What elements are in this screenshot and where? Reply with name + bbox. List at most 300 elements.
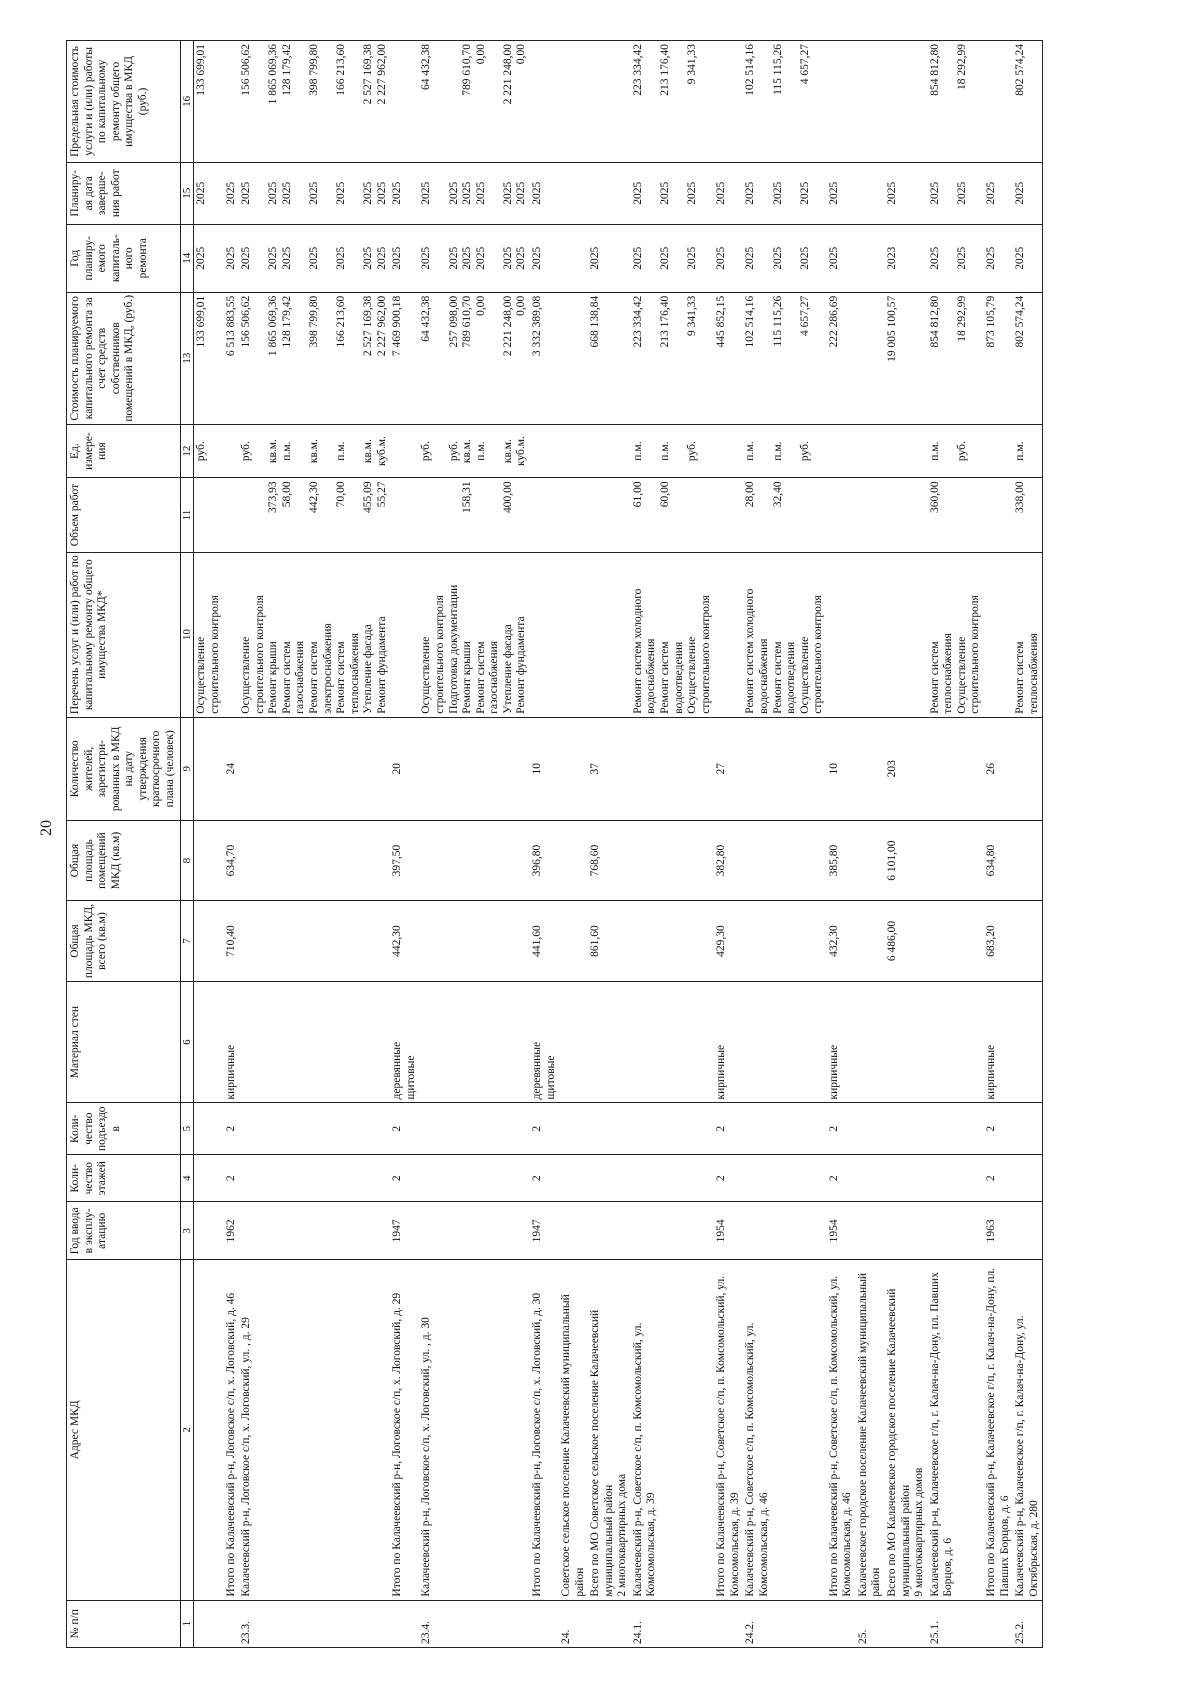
cell-works: [984, 552, 1013, 717]
cell-limit-line: [785, 44, 799, 159]
cell-residents: [559, 717, 588, 820]
cell-cost: [743, 292, 826, 424]
cell-works: [714, 552, 743, 717]
cell-works-line: Ремонт систем холодного: [744, 588, 757, 714]
cell-unit: [419, 424, 530, 478]
cell-volume-line: [225, 481, 239, 548]
cell-cost: [588, 292, 631, 424]
cell-unit-line: [434, 428, 448, 475]
cell-plan-year-line: 2025: [827, 246, 840, 270]
cell-volume-line: [475, 481, 489, 548]
cell-volume-line: [799, 481, 813, 548]
cell-volume-line: [857, 481, 871, 548]
cell-end-date: [856, 162, 885, 224]
cell-address: [631, 1260, 714, 1600]
cell-end-date: [984, 162, 1013, 224]
cell-volume: [743, 478, 826, 552]
cell-works: [194, 552, 224, 717]
cell-works-line: строительного контроля: [812, 595, 825, 714]
table-row: [984, 41, 1013, 1648]
cell-entrances: [194, 1103, 224, 1155]
cell-entrances: 2: [390, 1103, 419, 1155]
cell-limit: [631, 41, 714, 163]
cell-cost-line: 668 138,84: [589, 295, 602, 348]
cell-area-premises: 382,80: [714, 820, 743, 900]
cell-address-line: Итого по Калачеевский р-н, Советское с/п, п. Комсомольский, ул.: [715, 1275, 728, 1597]
cell-unit-line: [225, 428, 239, 475]
header-row: [67, 41, 181, 1648]
table-row: [743, 41, 826, 1648]
table-row: [419, 41, 530, 1648]
cell-end-date-line: [560, 166, 574, 221]
cell-volume-line: [828, 481, 842, 548]
cell-material: [856, 981, 885, 1103]
cell-unit: [390, 424, 419, 478]
table-row: [885, 41, 928, 1648]
cell-volume-line: [420, 481, 434, 548]
cell-works-line: Ремонт крыши: [267, 641, 280, 714]
cell-limit-line: [254, 44, 268, 159]
cell-year: [194, 1202, 224, 1260]
cell-volume-line: [645, 481, 659, 548]
cell-end-date: [224, 162, 240, 224]
cell-end-date-line: 2025: [798, 181, 811, 205]
cell-volume: [714, 478, 743, 552]
cell-address-line: Калачеевский р-н, Калачеевское г/п, г. Калач-на-Дону, ул.: [1014, 1315, 1027, 1597]
table-row: [856, 41, 885, 1648]
cell-plan-year-line: [700, 228, 714, 289]
cell-material-line: [857, 985, 871, 1100]
cell-plan-year-line: 2025: [447, 246, 460, 270]
cell-cost-line: [209, 296, 223, 421]
cell-unit-line: п.м.: [335, 441, 348, 461]
cell-cost-line: [322, 296, 336, 421]
cell-unit: [743, 424, 826, 478]
column-number-row: [180, 41, 194, 1648]
cell-works-line: газоснабжения: [294, 640, 307, 714]
col-number: 11: [180, 478, 194, 552]
cell-works-line: Ремонт фундамента: [375, 616, 388, 714]
cell-end-date-line: [589, 166, 603, 221]
cell-residents: [856, 717, 885, 820]
cell-unit-line: п.м.: [744, 441, 757, 461]
cell-limit-line: [225, 44, 239, 159]
cell-unit-line: [560, 428, 574, 475]
cell-plan-year-line: 2025: [420, 246, 433, 270]
cell-unit-line: [942, 428, 956, 475]
cell-material-line: деревянные: [530, 1041, 543, 1100]
cell-cost-line: 257 098,00: [447, 295, 460, 348]
cell-end-date-line: [1028, 166, 1042, 221]
col-header-floors: Коли-чество этажей: [67, 1155, 181, 1202]
cell-floors: [1013, 1155, 1043, 1202]
cell-works-line: строительного контроля: [434, 595, 447, 714]
cell-material-line: деревянные: [391, 1041, 404, 1100]
cell-plan-year-line: 2025: [530, 246, 543, 270]
cell-no: 24.1.: [631, 1600, 714, 1647]
cell-area-total: [631, 901, 714, 981]
cell-floors: [239, 1155, 390, 1202]
cell-cost-line: 789 610,70: [461, 295, 474, 348]
cell-cost-line: [434, 296, 448, 421]
cell-limit-line: [391, 44, 405, 159]
cell-plan-year: [390, 224, 419, 292]
cell-volume-line: [956, 481, 970, 548]
col-header-address: Адрес МКД: [67, 1260, 181, 1600]
cell-end-date-line: [254, 166, 268, 221]
cell-material: [1013, 981, 1043, 1103]
cell-residents: [1013, 717, 1043, 820]
cell-end-date-line: 2025: [530, 181, 543, 205]
cell-volume-line: [448, 481, 462, 548]
table-row: [714, 41, 743, 1648]
cell-address-line: район: [573, 1567, 586, 1597]
col-header-volume: Объем работ: [67, 478, 181, 552]
cell-end-date-line: 2025: [501, 181, 514, 205]
cell-cost-line: 3 332 389,08: [530, 295, 543, 357]
cell-residents: [419, 717, 530, 820]
cell-end-date-line: 2025: [659, 181, 672, 205]
cell-cost-line: 133 699,01: [195, 295, 208, 348]
cell-end-date-line: [488, 166, 502, 221]
cell-plan-year-line: [434, 228, 448, 289]
cell-volume-line: [686, 481, 700, 548]
cell-unit-line: [391, 428, 405, 475]
cell-plan-year-line: 2025: [928, 246, 941, 270]
cell-limit-line: 789 610,70: [461, 44, 474, 96]
cell-cost-line: 223 334,42: [631, 295, 644, 348]
cell-volume-line: [969, 481, 983, 548]
cell-entrances: 2: [984, 1103, 1013, 1155]
cell-end-date-line: [700, 166, 714, 221]
cell-end-date-line: 2025: [744, 181, 757, 205]
cell-material: [588, 981, 631, 1103]
cell-cost-line: 0,00: [474, 295, 487, 316]
cell-unit-line: [812, 428, 826, 475]
cell-end-date: [530, 162, 559, 224]
cell-works: [928, 552, 984, 717]
cell-unit: [530, 424, 559, 478]
cell-plan-year-line: 2023: [886, 246, 899, 270]
cell-year: 1947: [530, 1202, 559, 1260]
cell-limit-line: [1028, 44, 1042, 159]
cell-unit-line: [1028, 428, 1042, 475]
cell-plan-year-line: 2025: [798, 246, 811, 270]
cell-cost: [390, 292, 419, 424]
cell-cost-line: 18 292,99: [955, 295, 968, 342]
cell-end-date-line: [673, 166, 687, 221]
cell-end-date: [631, 162, 714, 224]
cell-unit-line: п.м.: [928, 441, 941, 461]
cell-end-date-line: 2025: [771, 181, 784, 205]
cell-cost-line: [349, 296, 363, 421]
cell-unit-line: п.м.: [771, 441, 784, 461]
cell-address-line: Комсомольская, д. 46: [841, 1492, 854, 1597]
cell-limit: [390, 41, 419, 163]
cell-works: [559, 552, 588, 717]
cell-plan-year: [928, 224, 984, 292]
cell-plan-year-line: 2025: [501, 246, 514, 270]
cell-cost-line: [1028, 296, 1042, 421]
cell-end-date-line: 2025: [886, 181, 899, 205]
cell-plan-year-line: 2025: [984, 246, 997, 270]
cell-address-line: Итого по Калачеевский р-н, Логовское с/п, х. Логовский, д. 46: [224, 1292, 237, 1597]
cell-works: [224, 552, 240, 717]
cell-plan-year: [984, 224, 1013, 292]
cell-area-premises: [856, 820, 885, 900]
cell-plan-year: [1013, 224, 1043, 292]
cell-cost-line: 2 227 962,00: [375, 295, 388, 357]
cell-limit-line: [434, 44, 448, 159]
cell-volume: [224, 478, 240, 552]
cell-address-line: Итого по Калачеевский р-н, Советское с/п, п. Комсомольский, ул.: [827, 1275, 840, 1597]
cell-volume: [631, 478, 714, 552]
cell-plan-year: [559, 224, 588, 292]
cell-material-line: кирпичные: [224, 1044, 237, 1100]
cell-plan-year: [856, 224, 885, 292]
cell-no: [194, 1600, 224, 1647]
cell-volume-line: [254, 481, 268, 548]
cell-floors: [631, 1155, 714, 1202]
cell-volume-line: 55,27: [375, 481, 388, 508]
cell-works-line: Осуществление: [798, 636, 811, 714]
cell-cost-line: 6 513 883,55: [224, 295, 237, 357]
cell-end-date-line: 2025: [391, 181, 404, 205]
cell-works: [588, 552, 631, 717]
cell-limit-line: 156 506,62: [240, 44, 253, 96]
cell-limit-line: [322, 44, 336, 159]
cell-cost-line: 398 799,80: [307, 295, 320, 348]
cell-material: [224, 981, 240, 1103]
cell-residents: [928, 717, 984, 820]
cell-unit: [928, 424, 984, 478]
cell-address-line: Комсомольская, д. 39: [645, 1492, 658, 1597]
cell-volume: [885, 478, 928, 552]
cell-year: [1013, 1202, 1043, 1260]
cell-address-line: Всего по МО Калачеевское городское поселение Калачеевский: [886, 1288, 899, 1597]
cell-volume: [984, 478, 1013, 552]
cell-floors: [194, 1155, 224, 1202]
cell-material-line: [560, 985, 574, 1100]
cell-volume-line: [758, 481, 772, 548]
cell-limit: [856, 41, 885, 163]
cell-end-date-line: [857, 166, 871, 221]
cell-volume-line: [715, 481, 729, 548]
cell-plan-year-line: 2025: [474, 246, 487, 270]
cell-material: [827, 981, 856, 1103]
cell-end-date-line: 2025: [224, 181, 237, 205]
cell-plan-year: [714, 224, 743, 292]
cell-unit-line: [985, 428, 999, 475]
cell-area-premises: 768,60: [588, 820, 631, 900]
cell-area-premises: [194, 820, 224, 900]
cell-works-line: Осуществление: [420, 636, 433, 714]
cell-works-line: Осуществление: [240, 636, 253, 714]
cell-works: [743, 552, 826, 717]
cell-cost: [559, 292, 588, 424]
cell-unit-line: [645, 428, 659, 475]
cell-unit-line: [349, 428, 363, 475]
cell-residents: [743, 717, 826, 820]
cell-plan-year: [631, 224, 714, 292]
cell-limit: [827, 41, 856, 163]
cell-floors: [885, 1155, 928, 1202]
cell-unit: [559, 424, 588, 478]
cell-unit-line: [715, 428, 729, 475]
cell-plan-year-line: [1028, 228, 1042, 289]
cell-end-date-line: [349, 166, 363, 221]
cell-works-line: Ремонт систем: [1014, 641, 1027, 714]
cell-material-line: щитовые: [404, 1055, 417, 1100]
cell-year: 1954: [827, 1202, 856, 1260]
cell-area-premises: [631, 820, 714, 900]
cell-residents: 20: [390, 717, 419, 820]
cell-address: [856, 1260, 885, 1600]
cell-year: [928, 1202, 984, 1260]
cell-plan-year-line: 2025: [771, 246, 784, 270]
cell-volume-line: [942, 481, 956, 548]
cell-unit-line: [673, 428, 687, 475]
cell-address: [885, 1260, 928, 1600]
cell-limit: [224, 41, 240, 163]
cell-works: [419, 552, 530, 717]
col-number: 5: [180, 1103, 194, 1155]
cell-volume-line: 70,00: [335, 481, 348, 508]
cell-works-line: Ремонт систем: [474, 641, 487, 714]
cell-limit-line: 18 292,99: [955, 44, 968, 90]
cell-end-date-line: 2025: [195, 181, 208, 205]
cell-unit-line: [531, 428, 545, 475]
cell-entrances: [1013, 1103, 1043, 1155]
cell-address-line: Итого по Калачеевский р-н, Логовское с/п, х. Логовский, д. 29: [391, 1292, 404, 1597]
cell-limit-line: [985, 44, 999, 159]
cell-volume-line: 28,00: [744, 481, 757, 508]
cell-unit-line: кв.м.: [307, 439, 320, 464]
cell-cost: [194, 292, 224, 424]
cell-plan-year-line: 2025: [391, 246, 404, 270]
cell-no: [588, 1600, 631, 1647]
cell-plan-year: [885, 224, 928, 292]
cell-area-premises: [239, 820, 390, 900]
cell-cost-line: 64 432,38: [420, 295, 433, 342]
cell-limit-line: [448, 44, 462, 159]
cell-plan-year-line: 2025: [335, 246, 348, 270]
cell-no: 25.1.: [928, 1600, 984, 1647]
cell-end-date-line: 2025: [461, 181, 474, 205]
cell-limit-line: [857, 44, 871, 159]
cell-end-date: [1013, 162, 1043, 224]
cell-floors: 2: [224, 1155, 240, 1202]
cell-unit-line: [857, 428, 871, 475]
cell-material-line: [929, 985, 943, 1100]
col-header-cost: Стоимость планируемого капитального ремонта за счет средств собственников помещений в МКД, (руб.): [67, 292, 181, 424]
cell-limit: [928, 41, 984, 163]
cell-material-line: кирпичные: [715, 1044, 728, 1100]
cell-no: [224, 1600, 240, 1647]
cell-plan-year-line: [349, 228, 363, 289]
cell-unit-line: кв.м.: [362, 439, 375, 464]
cell-unit-line: п.м.: [474, 441, 487, 461]
cell-cost-line: [673, 296, 687, 421]
cell-works-line: строительного контроля: [699, 595, 712, 714]
cell-plan-year-line: 2025: [240, 246, 253, 270]
cell-works: [827, 552, 856, 717]
cell-volume-line: [531, 481, 545, 548]
cell-works-line: [560, 556, 574, 714]
cell-end-date: [390, 162, 419, 224]
cell-volume-line: 61,00: [631, 481, 644, 508]
cell-works-line: водоснабжения: [645, 638, 658, 714]
cell-end-date-line: 2025: [240, 181, 253, 205]
col-header-plan-year: Год планиру-емого капиталь-ного ремонта: [67, 224, 181, 292]
cell-plan-year: [239, 224, 390, 292]
cell-unit-line: руб.: [798, 441, 811, 462]
cell-volume-line: 60,00: [659, 481, 672, 508]
cell-unit-line: руб.: [195, 441, 208, 462]
cell-cost-line: [294, 296, 308, 421]
cell-limit-line: 64 432,38: [420, 44, 433, 90]
cell-limit-line: 854 812,80: [928, 44, 941, 96]
cell-volume-line: 455,09: [362, 481, 375, 514]
cell-residents: [239, 717, 390, 820]
cell-material: [194, 981, 224, 1103]
cell-limit: [530, 41, 559, 163]
cell-cost-line: 2 527 169,38: [362, 295, 375, 357]
cell-material: [239, 981, 390, 1103]
cell-address-line: 9 многоквартирных домов: [913, 1467, 926, 1597]
cell-unit-line: [886, 428, 900, 475]
cell-address-line: Комсомольская, д. 46: [757, 1492, 770, 1597]
cell-limit-line: [969, 44, 983, 159]
cell-works-line: теплоснабжения: [1027, 633, 1040, 714]
cell-plan-year-line: 2025: [375, 246, 388, 270]
cell-end-date-line: [942, 166, 956, 221]
cell-area-total: 442,30: [390, 901, 419, 981]
cell-area-total: [856, 901, 885, 981]
cell-works-line: Утепление фасада: [362, 624, 375, 714]
cell-residents: 203: [885, 717, 928, 820]
cell-plan-year-line: [322, 228, 336, 289]
cell-volume-line: [391, 481, 405, 548]
cell-unit-line: кв.м.: [267, 439, 280, 464]
cell-end-date-line: [645, 166, 659, 221]
cell-end-date-line: 2025: [715, 181, 728, 205]
cell-works-line: [886, 556, 900, 714]
cell-entrances: [419, 1103, 530, 1155]
cell-end-date: [419, 162, 530, 224]
cell-area-total: 683,20: [984, 901, 1013, 981]
cell-plan-year-line: 2025: [631, 246, 644, 270]
cell-unit: [239, 424, 390, 478]
cell-unit: [984, 424, 1013, 478]
cell-address-line: Комсомольская, д. 39: [728, 1492, 741, 1597]
cell-entrances: 2: [224, 1103, 240, 1155]
cell-works-line: Осуществление: [195, 636, 208, 714]
cell-plan-year-line: [758, 228, 772, 289]
cell-floors: 2: [984, 1155, 1013, 1202]
table-body: [194, 41, 1043, 1648]
cell-cost-line: 2 221 248,00: [501, 295, 514, 357]
cell-cost: [239, 292, 390, 424]
cell-material-line: [589, 985, 603, 1100]
cell-material: [559, 981, 588, 1103]
cell-address-line: Советское сельское поселение Калачеевский муниципальный: [560, 1294, 573, 1597]
cell-floors: [743, 1155, 826, 1202]
cell-unit-line: п.м.: [1014, 441, 1027, 461]
cell-cost-line: [700, 296, 714, 421]
cell-plan-year-line: 2025: [362, 246, 375, 270]
cell-unit: [631, 424, 714, 478]
